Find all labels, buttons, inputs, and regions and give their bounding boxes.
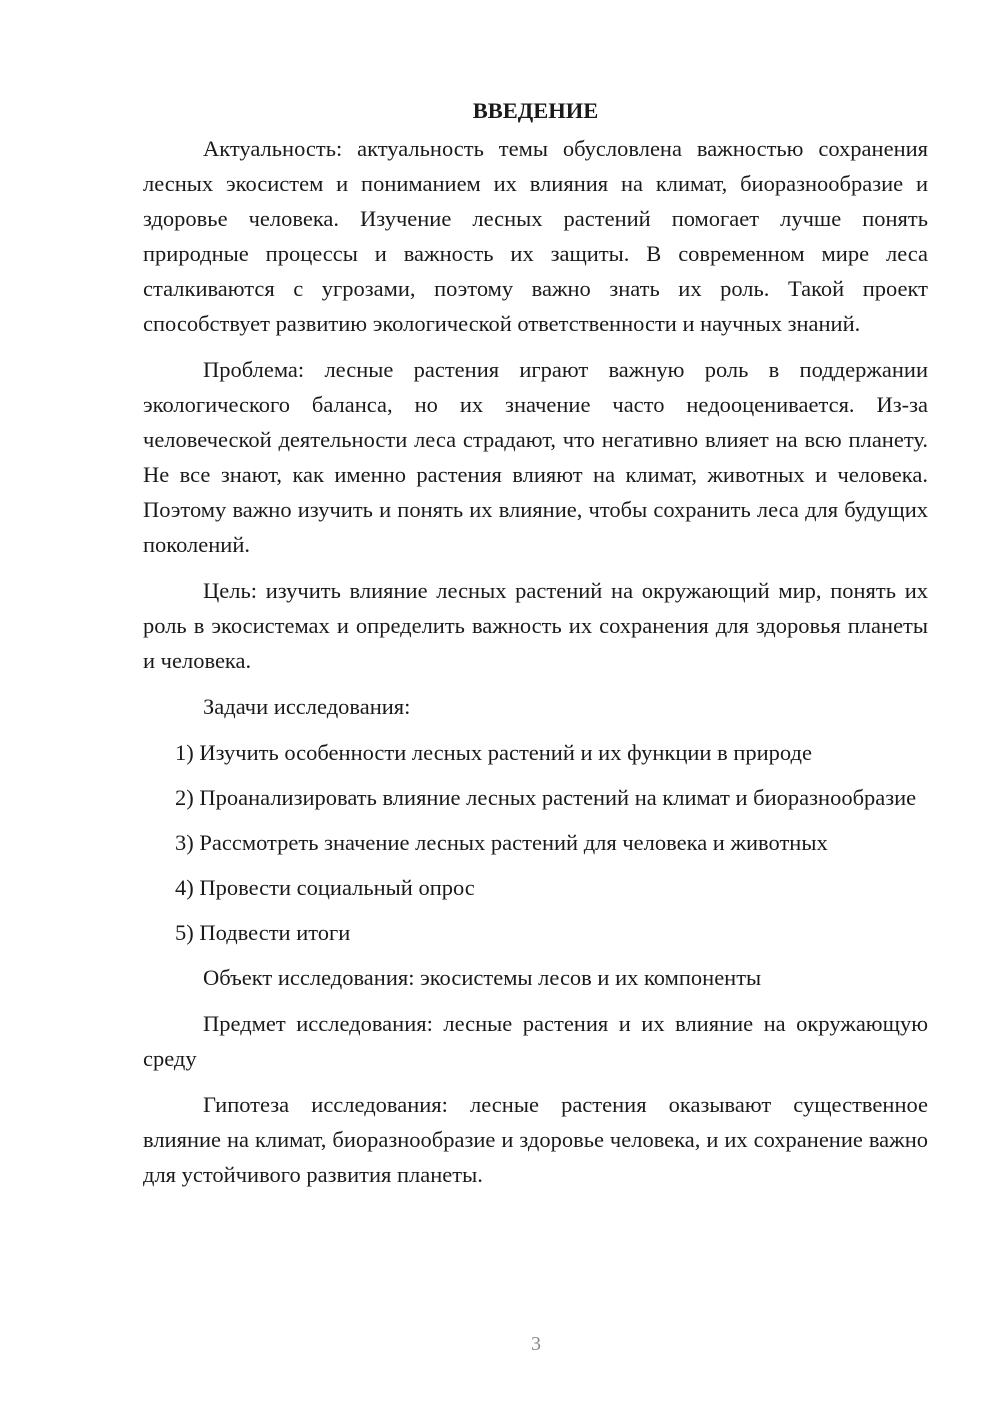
relevance-paragraph: Актуальность: актуальность темы обусловлена важностью сохранения лесных экосистем и пониманием их влияния на климат, биоразнообразие и здоровье человека. Изучение лесных растений помогает лучше понять природные процессы и важность их защиты. В современном мире леса сталкиваются с угрозами, поэтому важно знать их роль. Такой проект способствует развитию экологической ответственности и научных знаний. bbox=[143, 136, 928, 336]
goal-paragraph: Цель: изучить влияние лесных растений на окружающий мир, понять их роль в экосистемах и определить важность их сохранения для здоровья планеты и человека. bbox=[143, 578, 928, 673]
tasks-title: Задачи исследования: bbox=[203, 694, 411, 719]
task-item-2: 2) Проанализировать влияние лесных растений на климат и биоразнообразие bbox=[175, 785, 917, 810]
page-number: 3 bbox=[531, 1333, 541, 1355]
task-item-3: 3) Рассмотреть значение лесных растений для человека и животных bbox=[175, 830, 828, 855]
problem-paragraph: Проблема: лесные растения играют важную роль в поддержании экологического баланса, но их значение часто недооценивается. Из-за человеческой деятельности леса страдают, что негативно влияет на всю планету. Не все знают, как именно растения влияют на климат, животных и человека. Поэтому важно изучить и понять их влияние, чтобы сохранить леса для будущих поколений. bbox=[143, 357, 928, 557]
page-content bbox=[143, 93, 928, 1203]
task-item-1: 1) Изучить особенности лесных растений и их функции в природе bbox=[175, 740, 812, 765]
task-item-4: 4) Провести социальный опрос bbox=[175, 875, 475, 900]
hypothesis-paragraph: Гипотеза исследования: лесные растения оказывают существенное влияние на климат, биоразнообразие и здоровье человека, и их сохранение важно для устойчивого развития планеты. bbox=[143, 1092, 928, 1187]
object-paragraph: Объект исследования: экосистемы лесов и их компоненты bbox=[203, 965, 762, 990]
task-item-5: 5) Подвести итоги bbox=[175, 920, 351, 945]
subject-paragraph: Предмет исследования: лесные растения и их влияние на окружающую среду bbox=[143, 1011, 928, 1071]
section-heading: ВВЕДЕНИЕ bbox=[472, 98, 599, 123]
